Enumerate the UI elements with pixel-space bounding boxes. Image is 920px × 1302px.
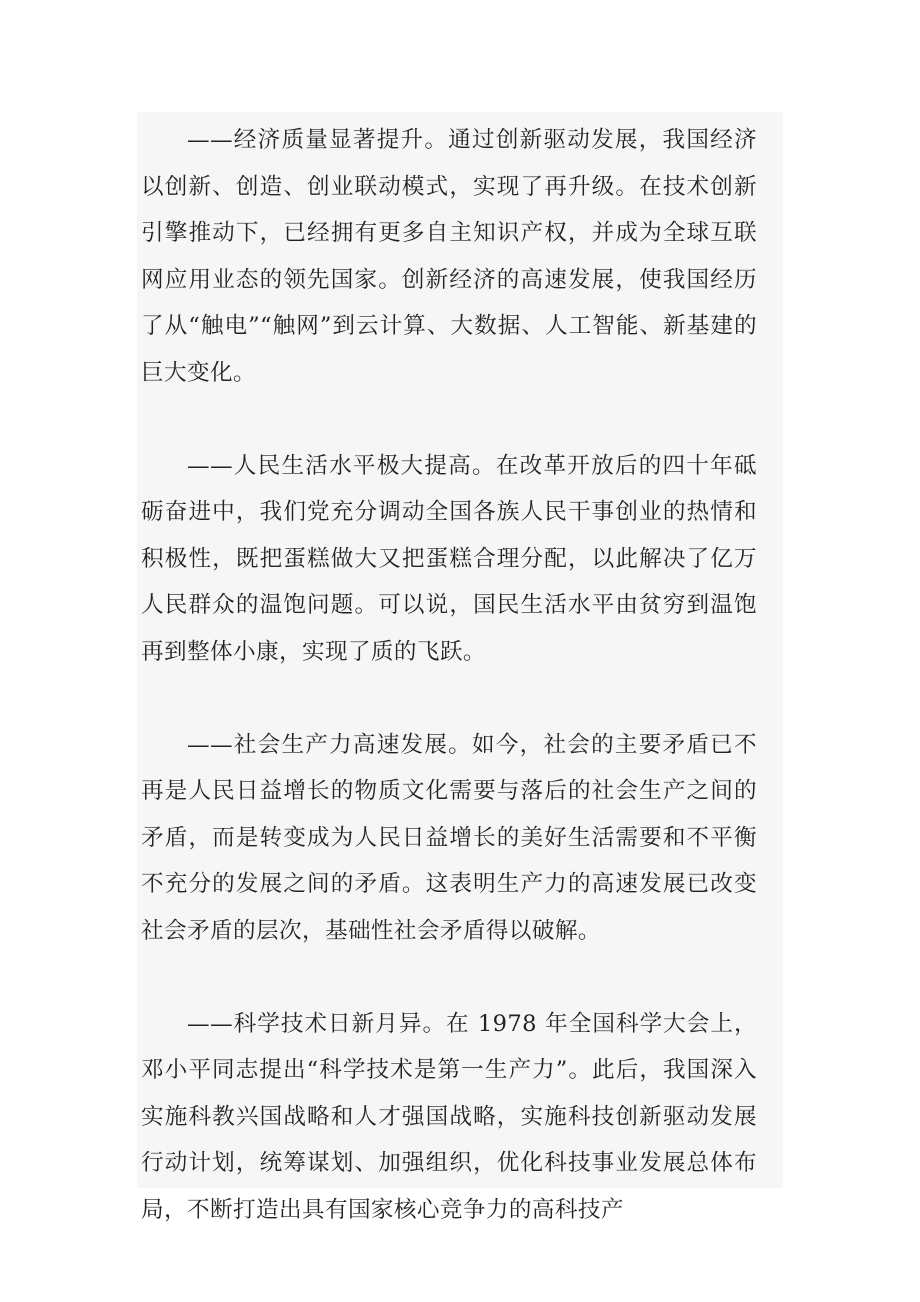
document-body (141, 117, 757, 1233)
paragraph-economy: ——经济质量显著提升。通过创新驱动发展，我国经济以创新、创造、创业联动模式，实现了再升级。在技术创新引擎推动下，已经拥有更多自主知识产权，并成为全球互联网应用业态的领先国家。创新经济的高速发展，使我国经历了从“触电”“触网”到云计算、大数据、人工智能、新基建的巨大变化。 (141, 127, 757, 386)
paragraph-living-standards: ——人民生活水平极大提高。在改革开放后的四十年砥砺奋进中，我们党充分调动全国各族人民干事创业的热情和积极性，既把蛋糕做大又把蛋糕合理分配，以此解决了亿万人民群众的温饱问题。可以说，国民生活水平由贫穷到温饱再到整体小康，实现了质的飞跃。 (141, 452, 757, 665)
paragraph-science-technology: ——科学技术日新月异。在 1978 年全国科学大会上，邓小平同志提出“科学技术是第一生产力”。此后，我国深入实施科教兴国战略和人才强国战略，实施科技创新驱动发展行动计划，统筹谋划、加强组织，优化科技事业发展总体布局，不断打造出具有国家核心竞争力的高科技产 (141, 1010, 757, 1223)
paragraph-productivity: ——社会生产力高速发展。如今，社会的主要矛盾已不再是人民日益增长的物质文化需要与落后的社会生产之间的矛盾，而是转变成为人民日益增长的美好生活需要和不平衡不充分的发展之间的矛盾。这表明生产力的高速发展已改变社会矛盾的层次，基础性社会矛盾得以破解。 (141, 731, 757, 944)
